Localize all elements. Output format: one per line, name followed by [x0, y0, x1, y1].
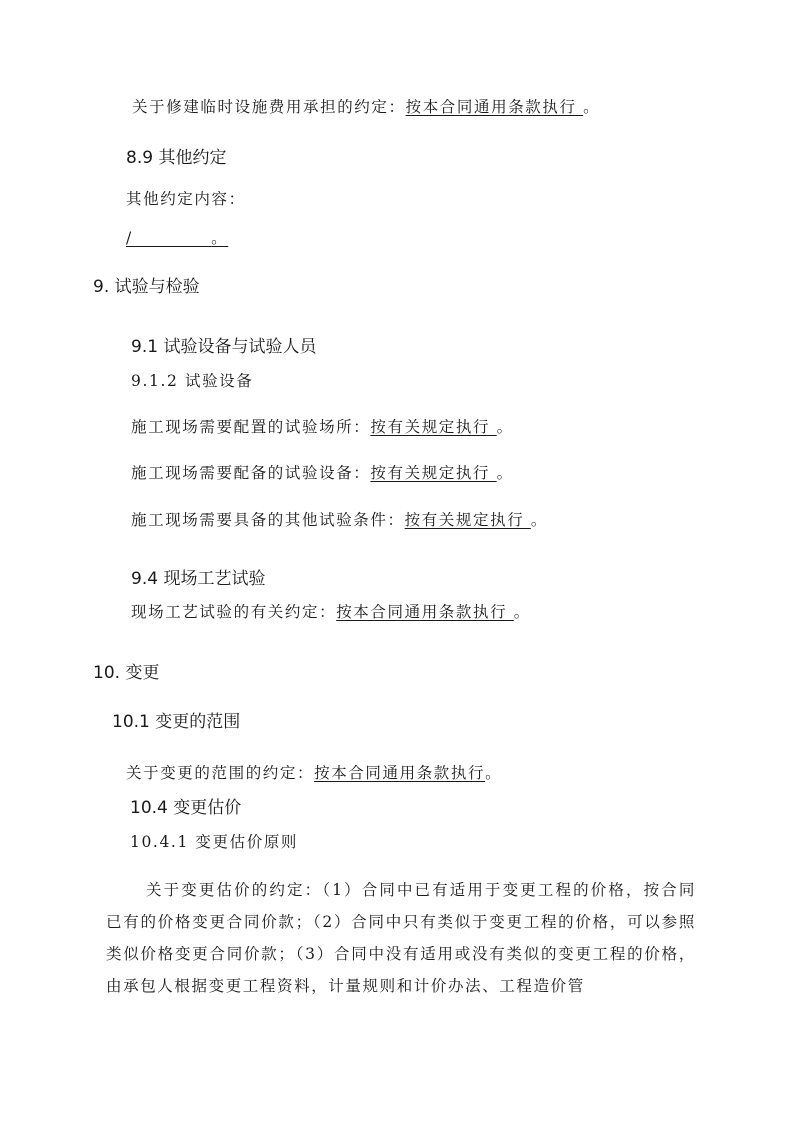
line-suffix: 。 — [485, 764, 503, 782]
line-suffix: 。 — [211, 229, 229, 247]
section-heading-10-1: 10.1 变更的范围 — [112, 712, 241, 732]
line-value: 按本合同通用条款执行 — [336, 603, 514, 621]
line-label: 现场工艺试验的有关约定： — [131, 603, 337, 621]
other-test-conditions-line — [131, 510, 548, 530]
test-equipment-line — [131, 463, 514, 483]
line-value: 按有关规定执行 — [370, 464, 497, 482]
line-label: 关于修建临时设施费用承担的约定： — [132, 98, 406, 116]
section-heading-8-9: 8.9 其他约定 — [126, 148, 227, 168]
section-heading-9-1: 9.1 试验设备与试验人员 — [131, 337, 317, 357]
line-value: 按本合同通用条款执行 — [405, 98, 584, 116]
line-label: 施工现场需要具备的其他试验条件： — [131, 511, 405, 529]
line-value: 按有关规定执行 — [370, 418, 497, 436]
temporary-facilities-cost-line — [132, 97, 600, 117]
line-suffix: 。 — [530, 511, 548, 529]
section-heading-9: 9. 试验与检验 — [93, 277, 200, 297]
line-suffix: 。 — [496, 418, 514, 436]
section-heading-10-4: 10.4 变更估价 — [130, 798, 242, 818]
line-label: 施工现场需要配置的试验场所： — [131, 418, 371, 436]
other-agreement-label: 其他约定内容： — [126, 190, 246, 208]
subsection-10-4-1: 10.4.1 变更估价原则 — [130, 833, 299, 851]
line-label: 施工现场需要配备的试验设备： — [131, 464, 371, 482]
line-value: 按本合同通用条款执行 — [314, 764, 486, 782]
line-suffix: 。 — [513, 603, 531, 621]
line-value: / — [126, 229, 212, 247]
subsection-9-1-2: 9.1.2 试验设备 — [131, 372, 254, 390]
line-value: 按有关规定执行 — [404, 511, 531, 529]
line-suffix: 。 — [583, 98, 601, 116]
on-site-process-test-line — [131, 602, 531, 622]
other-agreement-value-line — [126, 228, 228, 248]
test-site-line — [131, 417, 514, 437]
line-suffix: 。 — [496, 464, 514, 482]
change-scope-line — [126, 763, 502, 783]
line-label: 关于变更的范围的约定： — [126, 764, 315, 782]
change-valuation-paragraph: 关于变更估价的约定：（1）合同中已有适用于变更工程的价格，按合同已有的价格变更合同价款；（2）合同中只有类似于变更工程的价格，可以参照类似价格变更合同价款；（3）合同中没有适用或没有类似的变更工程的价格，由承包人根据变更工程资料，计量规则和计价办法、工程造价管 — [106, 881, 696, 995]
section-heading-10: 10. 变更 — [93, 663, 160, 683]
section-heading-9-4: 9.4 现场工艺试验 — [131, 569, 266, 589]
